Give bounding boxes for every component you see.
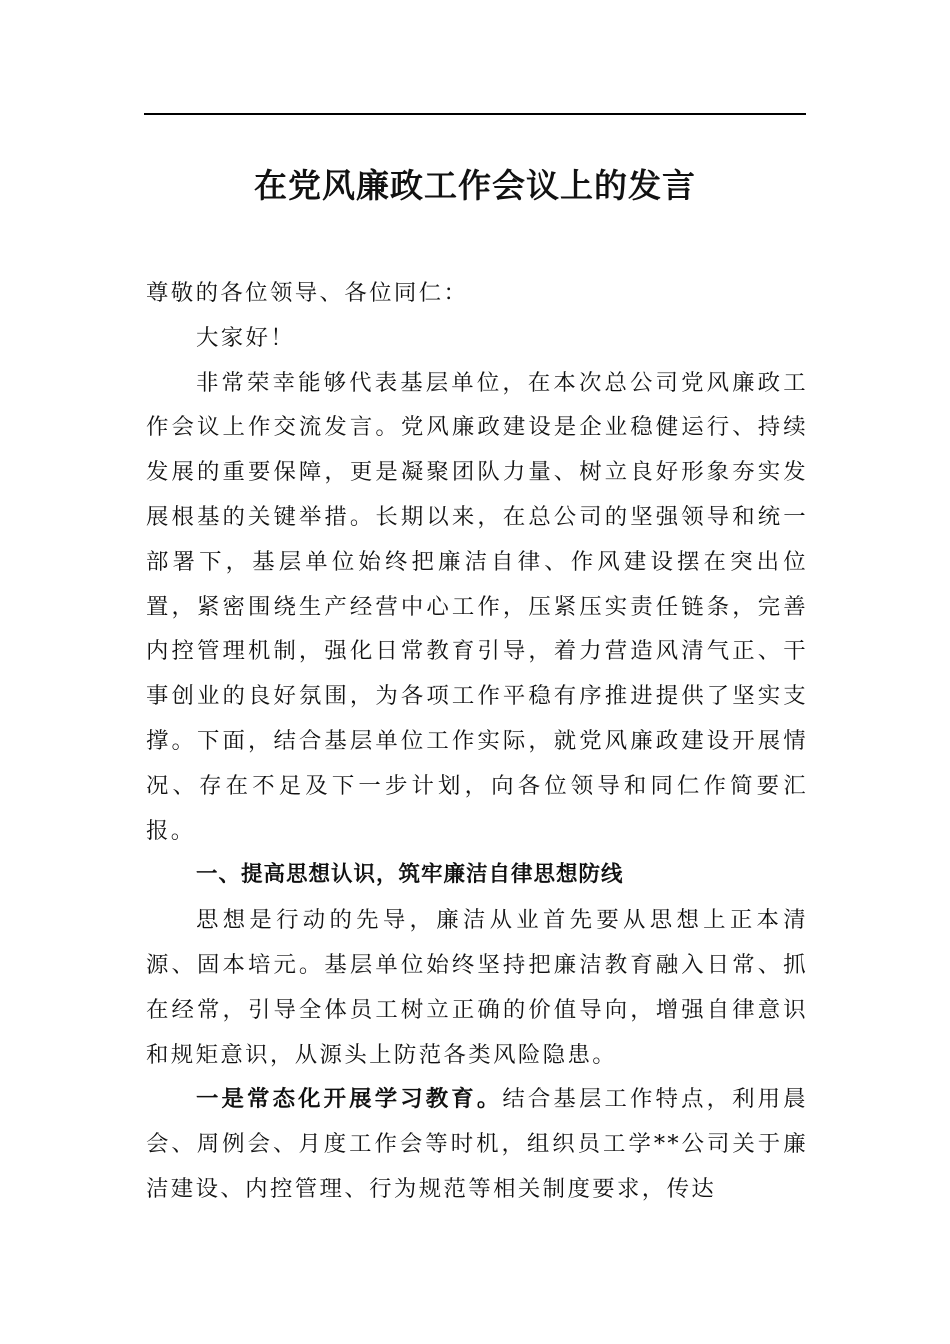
- item-1-paragraph: [146, 1077, 808, 1211]
- item-1-lead: 一是常态化开展学习教育。: [196, 1086, 503, 1113]
- header-rule: [144, 113, 806, 115]
- greeting: 大家好！: [196, 324, 296, 351]
- document-title: 在党风廉政工作会议上的发言: [254, 166, 696, 205]
- section-1-paragraph: 思想是行动的先导，廉洁从业首先要从思想上正本清源、固本培元。基层单位始终坚持把廉洁教育融入日常、抓在经常，引导全体员工树立正确的价值导向，增强自律意识和规矩意识，从源头上防范各类风险隐患。: [146, 907, 808, 1068]
- salutation: 尊敬的各位领导、各位同仁：: [146, 280, 469, 306]
- document-body: [146, 271, 808, 1212]
- item-1-text: 结合基层工作特点，利用晨会、周例会、月度工作会等时机，组织员工学**公司关于廉洁建设、内控管理、行为规范等相关制度要求，传达: [146, 1086, 808, 1202]
- intro-paragraph: 非常荣幸能够代表基层单位，在本次总公司党风廉政工作会议上作交流发言。党风廉政建设是企业稳健运行、持续发展的重要保障，更是凝聚团队力量、树立良好形象夯实发展根基的关键举措。长期以来，在总公司的坚强领导和统一部署下，基层单位始终把廉洁自律、作风建设摆在突出位置，紧密围绕生产经营中心工作，压紧压实责任链条，完善内控管理机制，强化日常教育引导，着力营造风清气正、干事创业的良好氛围，为各项工作平稳有序推进提供了坚实支撑。下面，结合基层单位工作实际，就党风廉政建设开展情况、存在不足及下一步计划，向各位领导和同仁作简要汇报。: [146, 369, 808, 844]
- section-1-heading: 一、提高思想认识，筑牢廉洁自律思想防线: [196, 862, 624, 888]
